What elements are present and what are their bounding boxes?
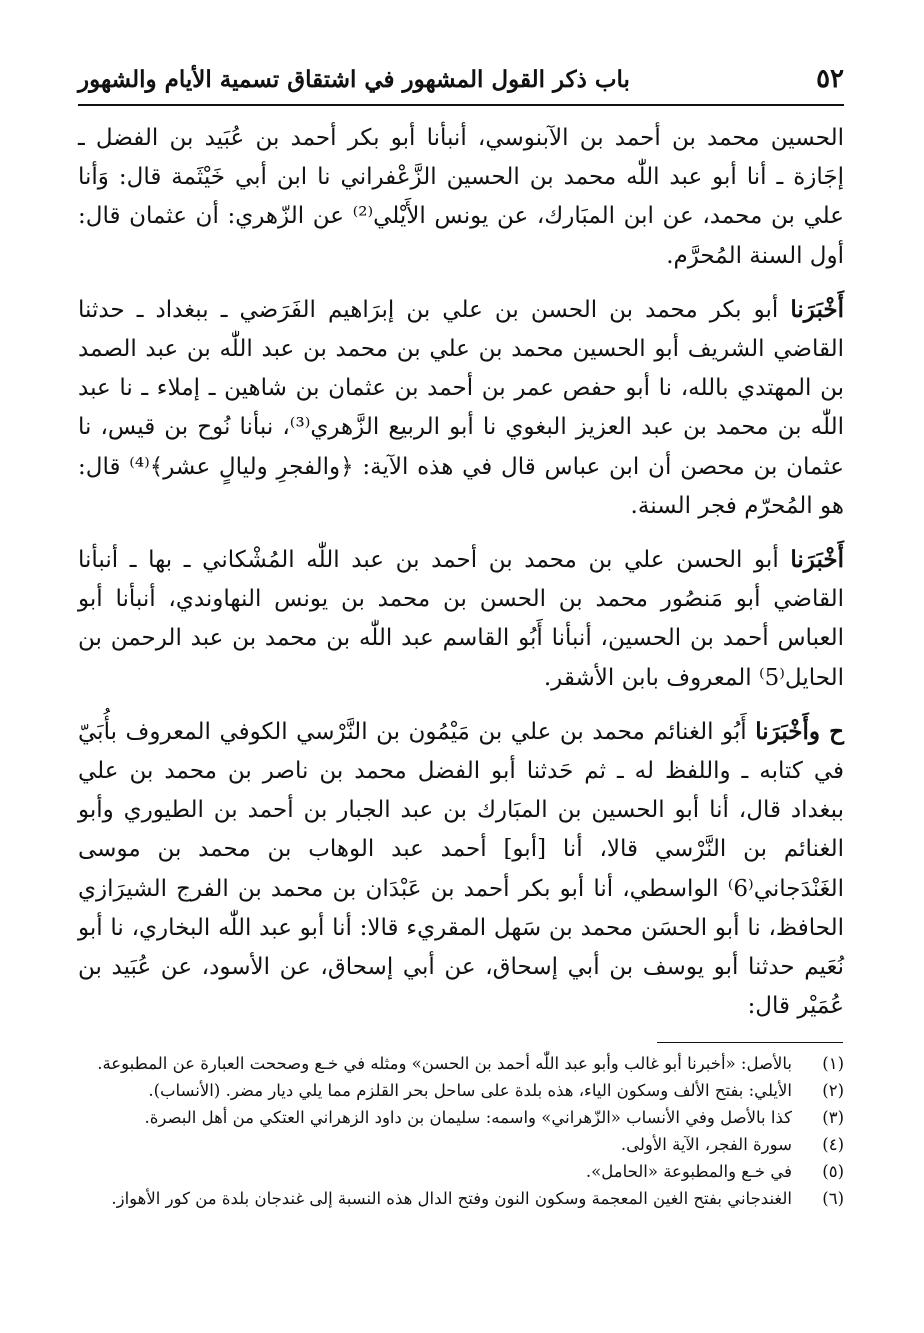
paragraph-3 <box>78 540 844 698</box>
footnote-4 <box>78 1131 844 1158</box>
footnote-text: في خـع والمطبوعة «الحامل». <box>585 1162 792 1181</box>
footnote-number: (٣) <box>822 1108 844 1127</box>
footnote-2 <box>78 1077 844 1104</box>
header-rule <box>78 104 844 106</box>
footnote-1 <box>78 1050 844 1077</box>
footnote-text: الغندجاني بفتح الغين المعجمة وسكون النون وفتح الدال هذه النسبة إلى غندجان بلدة من كور الأهواز. <box>111 1189 792 1208</box>
page-header <box>78 60 844 100</box>
paragraph-text: أبو بكر محمد بن الحسن بن علي بن إبرَاهيم الفَرَضي ـ ببغداد ـ حدثنا القاضي الشريف أبو الحسين محمد بن علي بن محمد بن عبد اللّٰه بن عبد الصمد بن المهتدي بالله، نا أبو حفص عمر بن أحمد بن عثمان بن شاهين ـ إملاء ـ نا عبد اللّٰه بن محمد بن عبد العزيز البغوي نا أبو الربيع الزَّهري⁽³⁾، نبأنا نُوح بن قيس، نا عثمان بن محصن أن ابن عباس قال في هذه الآية: ﴿والفجرِ وليالٍ عشر﴾⁽⁴⁾ قال: هو المُحرّم فجر السنة. <box>78 296 844 519</box>
footnote-text: الأيلي: بفتح الألف وسكون الياء، هذه بلدة على ساحل بحر القلزم مما يلي ديار مضر. (الأنساب). <box>148 1081 792 1100</box>
paragraph-lead: أَخْبَرَنا <box>790 295 845 323</box>
footnote-6 <box>78 1185 844 1212</box>
paragraph-text: الحسين محمد بن أحمد بن الآبنوسي، أنبأنا أبو بكر أحمد بن عُبَيد بن الفضل ـ إجَازة ـ أنا أبو عبد اللّٰه محمد بن الحسين الزَّعْفراني نا ابن أبي خَيْثَمة قال: وَأنا علي بن محمد، عن ابن المبَارك، عن يونس الأَيْلي⁽²⁾ عن الزّهري: أن عثمان قال: أول السنة المُحرَّم. <box>78 125 844 269</box>
paragraph-1 <box>78 118 844 276</box>
paragraph-text: أبو الحسن علي بن محمد بن أحمد بن عبد اللّٰه المُشْكاني ـ بها ـ أنبأنا القاضي أبو مَنصُور محمد بن الحسن بن محمد بن يونس النهاوندي، أنبأنا أبو العباس أحمد بن الحسين، أنبأنا أَبُو القاسم عبد اللّٰه بن محمد بن عبد الرحمن بن الحايل⁽5⁾ المعروف بابن الأشقر. <box>78 547 844 691</box>
footnotes <box>78 1050 844 1212</box>
paragraph-2 <box>78 290 844 526</box>
paragraph-text: أَبُو الغنائم محمد بن علي بن مَيْمُون بن النَّرْسي الكوفي المعروف بأُبَيّ في كتابه ـ واللفظ له ـ ثم حَدثنا أبو الفضل محمد بن ناصر بن محمد بن علي ببغداد قال، أنا أبو الحسين بن المبَارك بن عبد الجبار بن أحمد بن الطيوري وأبو الغنائم بن النَّرْسي قالا، أنا [أبو] أحمد عبد الوهاب بن محمد بن موسى الغَنْدَجاني⁽6⁾ الواسطي، أنا أبو بكر أحمد بن عَبْدَان بن محمد بن الفرج الشيرَازي الحافظ، نا أبو الحسَن محمد بن سَهل المقريء قالا: أنا أبو عبد اللّٰه البخاري، نا أبو نُعَيم حدثنا أبو يوسف بن أبي إسحاق، عن أبي إسحاق، عن الأسود، عن عُبَيد بن عُمَيْر قال: <box>78 718 844 1020</box>
footnote-number: (٤) <box>822 1135 844 1154</box>
paragraph-lead: ح وأَخْبَرَنا <box>755 717 845 745</box>
footnote-3 <box>78 1104 844 1131</box>
footnote-number: (٦) <box>822 1189 844 1208</box>
page-number: ٥٢ <box>816 64 844 94</box>
footnote-5 <box>78 1158 844 1185</box>
footnote-number: (١) <box>822 1054 844 1073</box>
footnote-text: بالأصل: «أخبرنا أبو غالب وأبو عبد اللّٰه أحمد بن الحسن» ومثله في خـع وصححت العبارة عن المطبوعة. <box>97 1054 792 1073</box>
paragraph-4 <box>78 712 844 1027</box>
footnote-number: (٥) <box>822 1162 844 1181</box>
footnote-text: سورة الفجر، الآية الأولى. <box>620 1135 792 1154</box>
main-text <box>78 118 844 1026</box>
footnote-number: (٢) <box>822 1081 844 1100</box>
paragraph-lead: أَخْبَرَنا <box>790 546 844 574</box>
running-title: باب ذكر القول المشهور في اشتقاق تسمية الأيام والشهور <box>78 66 630 93</box>
footnote-rule <box>657 1042 843 1043</box>
footnote-text: كذا بالأصل وفي الأنساب «الزّهراني» واسمه: سليمان بن داود الزهراني العتكي من أهل البصرة. <box>144 1108 792 1127</box>
